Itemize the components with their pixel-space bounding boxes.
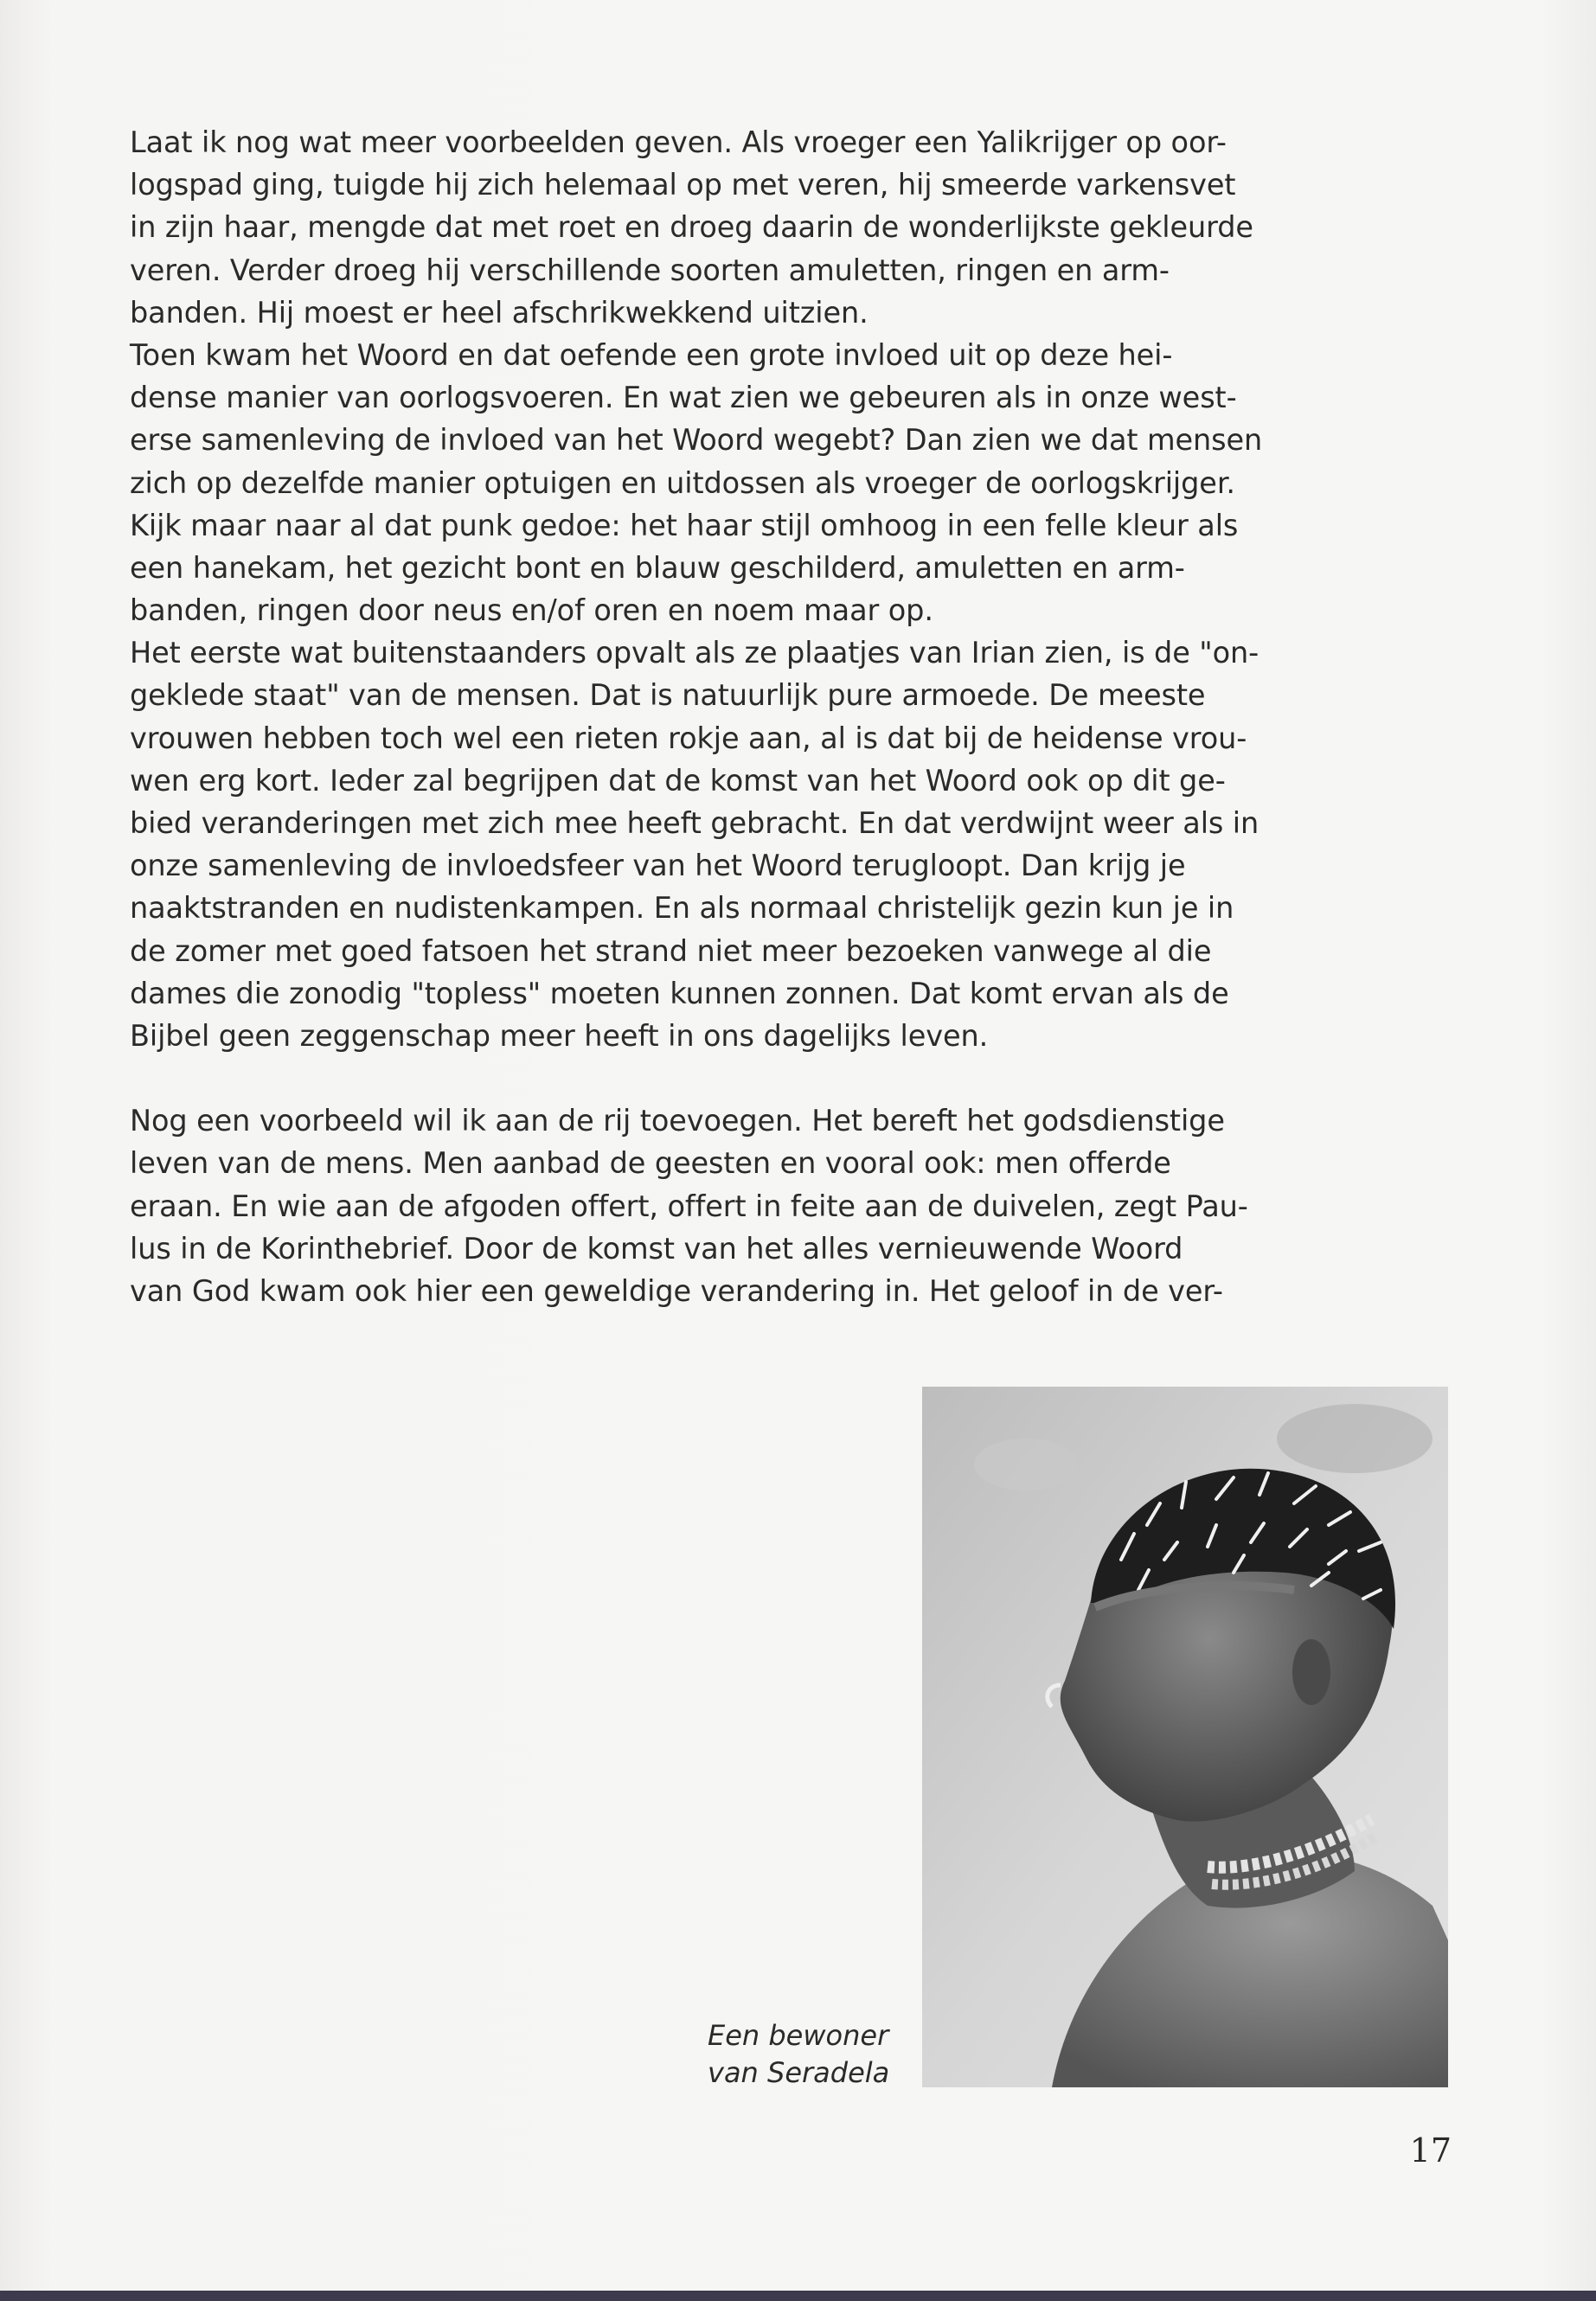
paragraph-1 [130, 121, 1462, 1057]
caption-line: Een bewoner [708, 2019, 889, 2052]
text-line: geklede staat" van de mensen. Dat is natuurlijk pure armoede. De meeste [130, 678, 1206, 713]
text-line: Het eerste wat buitenstaanders opvalt als ze plaatjes van Irian zien, is de "on- [130, 636, 1259, 670]
text-line: erse samenleving de invloed van het Woord wegebt? Dan zien we dat mensen [130, 423, 1263, 458]
text-line: Laat ik nog wat meer voorbeelden geven. Als vroeger een Yalikrijger op oor- [130, 125, 1227, 159]
text-line: dames die zonodig "topless" moeten kunnen zonnen. Dat komt ervan als de [130, 976, 1229, 1010]
text-line: eraan. En wie aan de afgoden offert, offert in feite aan de duivelen, zegt Pau- [130, 1189, 1248, 1223]
page-number: 17 [1409, 2131, 1452, 2170]
paragraph-gap [130, 1057, 1462, 1099]
text-line: banden. Hij moest er heel afschrikwekkend uitzien. [130, 295, 869, 330]
caption-line: van Seradela [708, 2056, 890, 2089]
text-line: in zijn haar, mengde dat met roet en droeg daarin de wonderlijkste gekleurde [130, 210, 1253, 245]
text-line: lus in de Korinthebrief. Door de komst van het alles vernieuwende Woord [130, 1231, 1183, 1266]
text-line: zich op dezelfde manier optuigen en uitdossen als vroeger de oorlogskrijger. [130, 465, 1235, 500]
photo-caption [708, 2017, 915, 2092]
text-line: wen erg kort. Ieder zal begrijpen dat de komst van het Woord ook op dit ge- [130, 763, 1226, 798]
text-line: leven van de mens. Men aanbad de geesten en vooral ook: men offerde [130, 1146, 1171, 1181]
text-line: Bijbel geen zeggenschap meer heeft in ons dagelijks leven. [130, 1018, 989, 1053]
text-line: bied veranderingen met zich mee heeft gebracht. En dat verdwijnt weer als in [130, 806, 1259, 840]
text-line: Nog een voorbeeld wil ik aan de rij toevoegen. Het bereft het godsdienstige [130, 1104, 1225, 1138]
text-line: de zomer met goed fatsoen het strand niet meer bezoeken vanwege al die [130, 933, 1212, 968]
page-bottom-edge [0, 2291, 1596, 2301]
text-line: Kijk maar naar al dat punk gedoe: het haar stijl omhoog in een felle kleur als [130, 508, 1239, 542]
text-line: van God kwam ook hier een geweldige verandering in. Het geloof in de ver- [130, 1273, 1223, 1308]
text-line: logspad ging, tuigde hij zich helemaal op met veren, hij smeerde varkensvet [130, 168, 1236, 202]
portrait-photo [922, 1387, 1448, 2087]
text-line: een hanekam, het gezicht bont en blauw geschilderd, amuletten en arm- [130, 550, 1185, 585]
text-line: veren. Verder droeg hij verschillende soorten amuletten, ringen en arm- [130, 253, 1170, 287]
text-line: banden, ringen door neus en/of oren en noem maar op. [130, 593, 933, 628]
text-line: vrouwen hebben toch wel een rieten rokje aan, al is dat bij de heidense vrou- [130, 721, 1247, 755]
body-text [130, 121, 1462, 1312]
text-line: Toen kwam het Woord en dat oefende een grote invloed uit op deze hei- [130, 337, 1173, 372]
paragraph-2 [130, 1099, 1462, 1312]
text-line: naaktstranden en nudistenkampen. En als normaal christelijk gezin kun je in [130, 891, 1234, 926]
text-line: dense manier van oorlogsvoeren. En wat zien we gebeuren als in onze west- [130, 381, 1237, 415]
text-line: onze samenleving de invloedsfeer van het Woord terugloopt. Dan krijg je [130, 849, 1186, 883]
portrait-illustration [922, 1387, 1448, 2087]
